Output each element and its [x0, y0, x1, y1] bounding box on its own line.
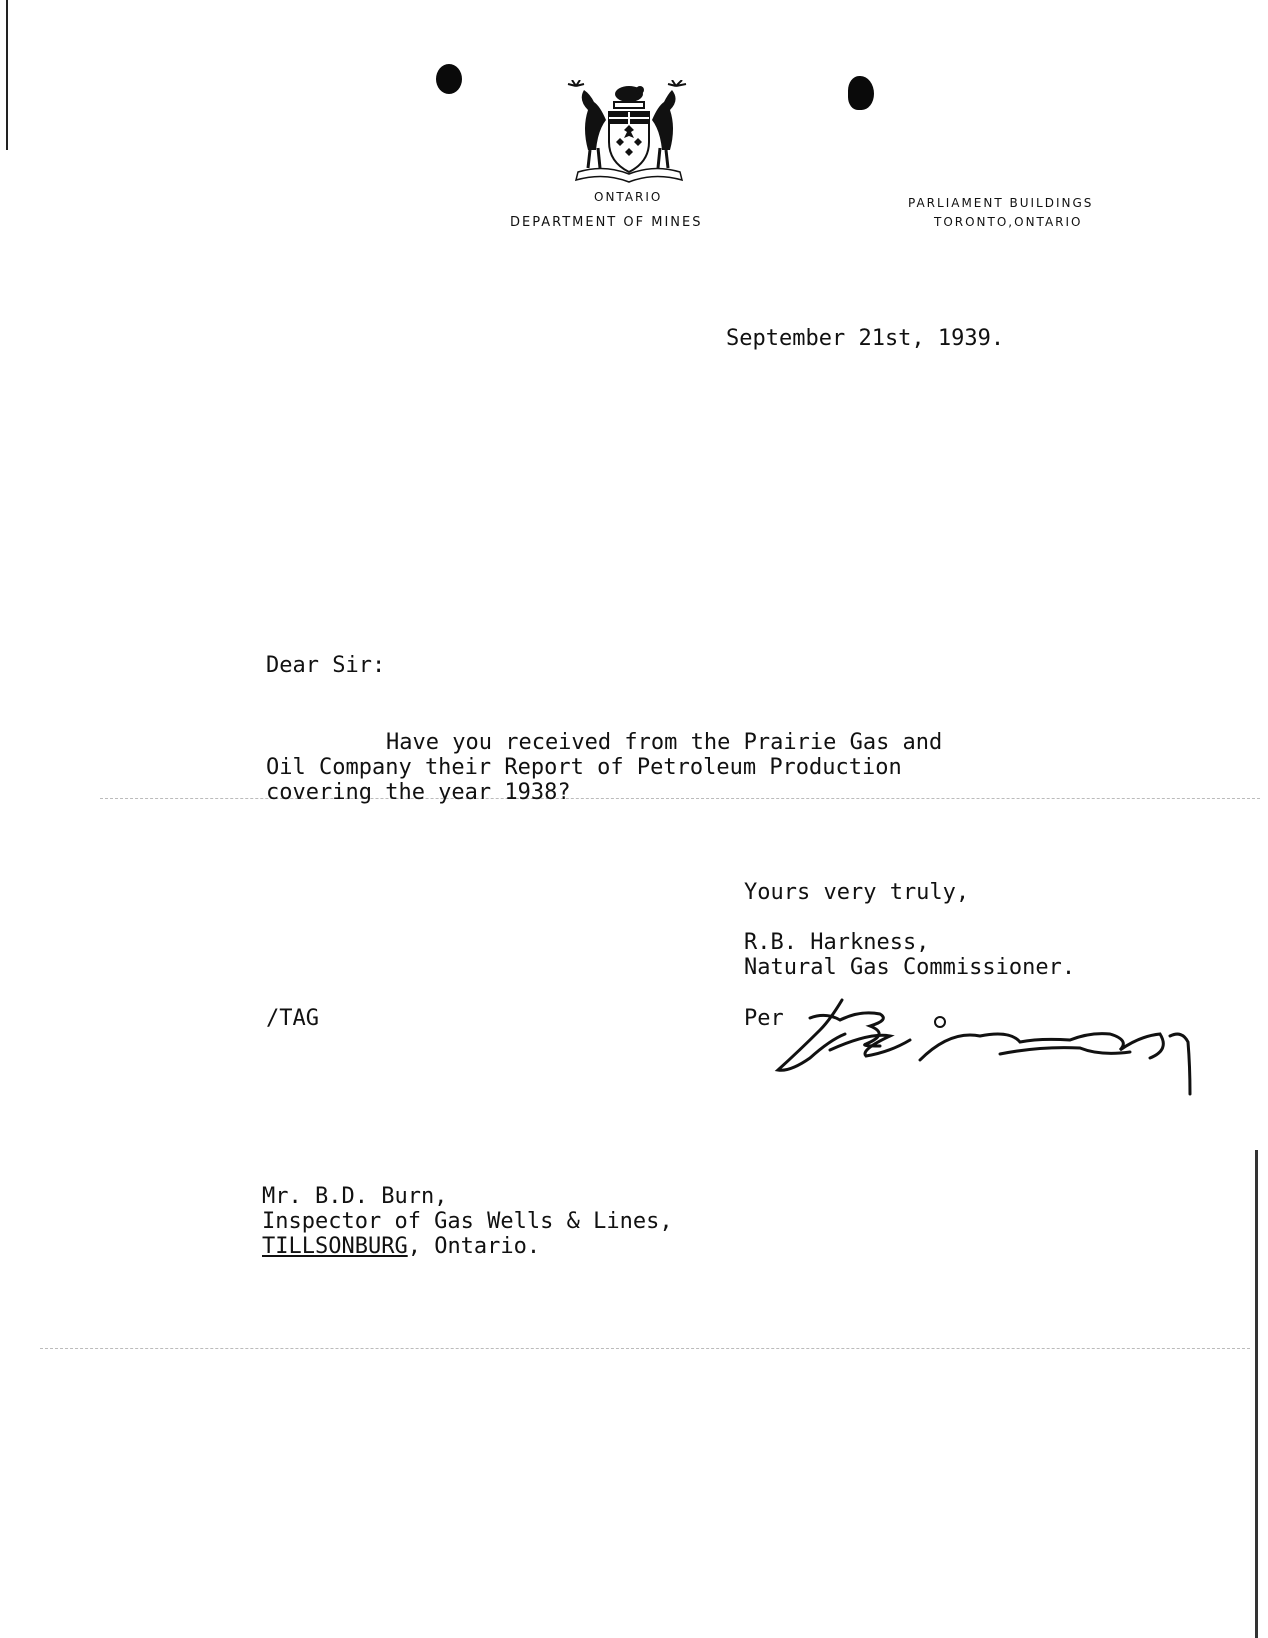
- recipient-address: [262, 1234, 540, 1259]
- per-label: Per: [744, 1006, 784, 1031]
- body-line-3: covering the year 1938?: [266, 780, 571, 805]
- letterhead-address-line1: PARLIAMENT BUILDINGS: [908, 196, 1094, 210]
- complimentary-close: Yours very truly,: [744, 880, 970, 905]
- body-line-1: Have you received from the Prairie Gas and: [386, 730, 943, 755]
- handwritten-signature: [770, 990, 1230, 1110]
- scan-edge-right: [1255, 1150, 1258, 1638]
- letter-date: September 21st, 1939.: [726, 326, 1005, 351]
- letterhead-address-line2: TORONTO,ONTARIO: [934, 215, 1083, 229]
- fold-line-lower: [40, 1348, 1250, 1349]
- punch-hole-left: [436, 64, 462, 94]
- scan-edge-left: [6, 0, 8, 150]
- salutation: Dear Sir:: [266, 653, 386, 678]
- signatory-name: R.B. Harkness,: [744, 930, 930, 955]
- signatory-title: Natural Gas Commissioner.: [744, 955, 1076, 980]
- recipient-name: Mr. B.D. Burn,: [262, 1184, 448, 1209]
- letterhead-province: ONTARIO: [594, 190, 663, 204]
- recipient-position: Inspector of Gas Wells & Lines,: [262, 1209, 673, 1234]
- recipient-town: TILLSONBURG: [262, 1234, 408, 1259]
- body-line-2: Oil Company their Report of Petroleum Production: [266, 755, 902, 780]
- punch-hole-right: [848, 76, 874, 110]
- letterhead-department: DEPARTMENT OF MINES: [510, 215, 703, 230]
- coat-of-arms-icon: [564, 80, 694, 190]
- typist-initials: /TAG: [266, 1006, 319, 1031]
- recipient-province: , Ontario.: [407, 1234, 541, 1259]
